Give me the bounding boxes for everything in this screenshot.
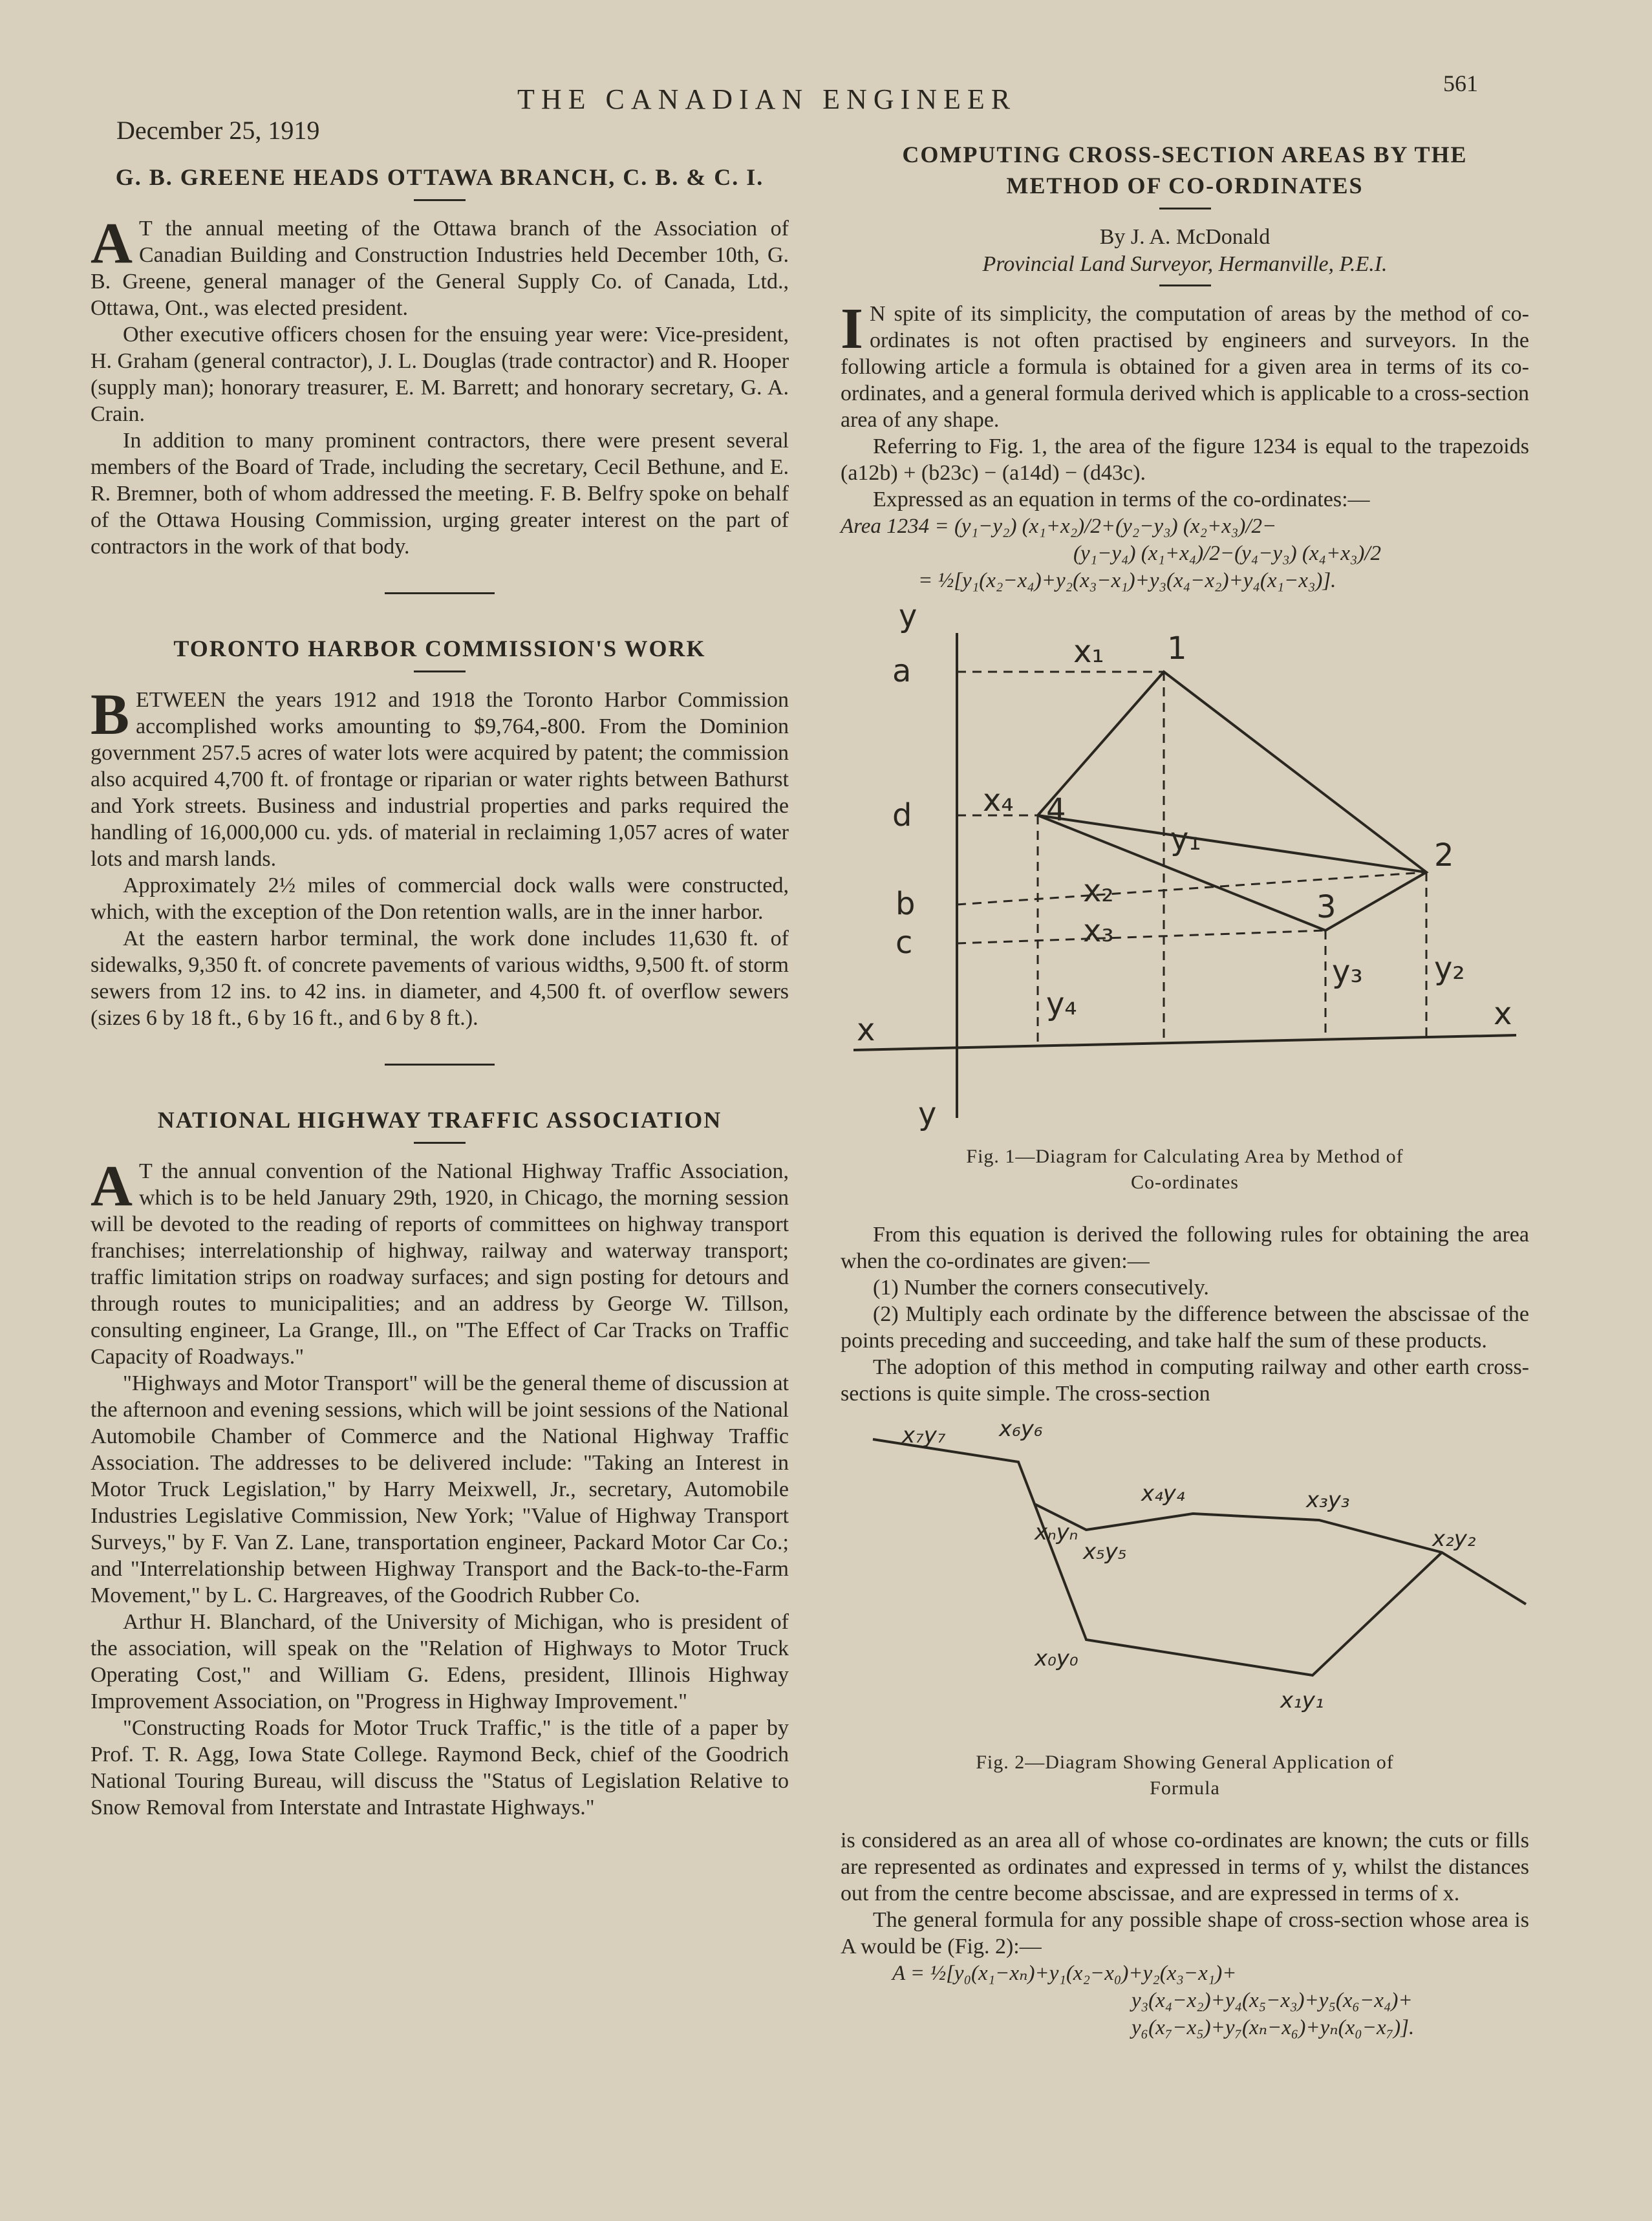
article-cross-section <box>841 139 1529 2041</box>
x-axis-line <box>853 1035 1516 1050</box>
drop-cap: A <box>91 211 133 275</box>
article-paragraph: The general formula for any possible shape of cross-section whose area is A would be (Fig. 2):— <box>841 1908 1529 1958</box>
label-y2: y₂ <box>1434 950 1465 987</box>
author-affiliation: Provincial Land Surveyor, Hermanville, P.E.I. <box>982 252 1388 276</box>
article-paragraph: A T the annual meeting of the Ottawa branch of the Association of Canadian Building and Construction Industries held December 10th, G. B. Greene, general manager of the General Supply Co. of Canada, Ltd., Ottawa, Ont., was elected president. <box>91 211 789 320</box>
ground-surface-line <box>873 1439 1526 1604</box>
drop-cap: B <box>91 683 130 747</box>
article-paragraph: Expressed as an equation in terms of the co-ordinates:— <box>873 488 1370 511</box>
article-paragraph: At the eastern harbor terminal, the work done includes 11,630 ft. of sidewalks, 9,350 ft. of concrete pavements of various widths, 9,500 ft. of storm sewers from 12 ins. to 42 ins. in diameter, and 4,500 ft. of overflow sewers (sizes 6 by 18 ft., 6 by 16 ft., and 6 by 8 ft.). <box>91 927 789 1030</box>
label-y3: y₃ <box>1332 954 1363 990</box>
left-column <box>91 162 789 1821</box>
article-paragraph: A T the annual convention of the National Highway Traffic Association, which is to be held January 29th, 1920, in Chicago, the morning session will be devoted to the reading of reports of committees on highway transport franchises; interrelationship of highway, railway and waterway transport; traffic limitation strips on roadway surfaces; and sign posting for detours and through routes to municipalities; and an address by George W. Tillson, consulting engineer, La Grange, Ill., on "The Effect of Car Tracks on Traffic Capacity of Roadways." <box>91 1154 789 1369</box>
issue-date: December 25, 1919 <box>116 116 320 145</box>
label-xnyn: xₙyₙ <box>1035 1519 1078 1545</box>
byline-rule <box>1159 284 1211 286</box>
label-y-bottom: y <box>918 1096 937 1132</box>
article-paragraph: "Constructing Roads for Motor Truck Traffic," is the title of a paper by Prof. T. R. Agg, Iowa State College. Raymond Beck, chief of the Goodrich National Touring Bureau, will discuss the "Status of Legislation Relative to Snow Removal from Interstate and Intrastate Highways." <box>91 1716 789 1819</box>
label-x6y6: x₆y₆ <box>999 1416 1043 1442</box>
label-x3: x₃ <box>1083 913 1114 949</box>
title-rule <box>414 1142 466 1144</box>
rule-item: (2) Multiply each ordinate by the difference between the abscissae of the points preceding and succeeding, and take half the sum of these products. <box>841 1302 1529 1353</box>
article-paragraph: Referring to Fig. 1, the area of the figure 1234 is equal to the trapezoids (a12b) + (b23c) − (a14d) − (d43c). <box>841 435 1529 485</box>
title-rule <box>414 199 466 201</box>
label-x1: x₁ <box>1073 634 1104 670</box>
title-rule <box>1159 208 1211 209</box>
article-paragraph: Other executive officers chosen for the ensuing year were: Vice-president, H. Graham (general contractor), J. L. Douglas (trade contractor) and R. Hooper (supply man); honorary treasurer, E. M. Barrett; and honorary secretary, G. A. Crain. <box>91 323 789 426</box>
article-paragraph: From this equation is derived the following rules for obtaining the area when the co-ordinates are given:— <box>841 1223 1529 1273</box>
label-x5y5: x₅y₅ <box>1083 1539 1127 1565</box>
article-paragraph: I N spite of its simplicity, the computation of areas by the method of co-ordinates is not often practised by engineers and surveyors. In the following article a formula is obtained for a given area in terms of its co-ordinates, and a general formula derived which is applicable to a cross-section area of any shape. <box>841 297 1529 432</box>
section-separator <box>385 1064 495 1066</box>
label-point-2: 2 <box>1434 837 1454 874</box>
label-point-1: 1 <box>1167 630 1187 667</box>
label-point-3: 3 <box>1316 889 1336 925</box>
article-greene <box>91 162 789 560</box>
label-x1y1: x₁y₁ <box>1280 1688 1324 1713</box>
section-separator <box>385 592 495 594</box>
article-paragraph: is considered as an area all of whose co-ordinates are known; the cuts or fills are represented as ordinates and expressed in terms of y, whilst the distances out from the centre become abscissae, and are expressed in terms of x. <box>841 1829 1529 1905</box>
label-c: c <box>896 925 913 961</box>
label-x7y7: x₇y₇ <box>902 1422 946 1448</box>
title-rule <box>414 671 466 672</box>
figure-1-caption: Fig. 1—Diagram for Calculating Area by Method of Co-ordinates <box>966 1146 1404 1193</box>
byline: By J. A. McDonald <box>1099 225 1271 249</box>
article-title: TORONTO HARBOR COMMISSION'S WORK <box>173 636 706 661</box>
equation-line: y₃(x₄−x₂)+y₄(x₅−x₃)+y₅(x₆−x₄)+ <box>1132 1989 1413 2012</box>
right-column <box>841 139 1529 2041</box>
label-y1: y₁ <box>1170 821 1201 857</box>
label-b: b <box>896 886 916 922</box>
journal-title: THE CANADIAN ENGINEER <box>517 83 1017 115</box>
article-title: NATIONAL HIGHWAY TRAFFIC ASSOCIATION <box>157 1107 722 1133</box>
label-x4: x₄ <box>983 782 1014 819</box>
page-number: 561 <box>1443 70 1478 96</box>
article-toronto-harbor <box>91 633 789 1031</box>
equation-line: (y₁−y₄) (x₁+x₄)/2−(y₄−y₃) (x₄+x₃)/2 <box>1073 542 1382 565</box>
label-x2: x₂ <box>1083 873 1114 909</box>
article-paragraph: In addition to many prominent contractors, there were present several members of the Board of Trade, including the secretary, Cecil Bethune, and E. R. Bremner, both of whom addressed the meeting. F. B. Belfry spoke on behalf of the Ottawa Housing Commission, urging greater interest on the part of contractors in the work of that body. <box>91 429 789 559</box>
figure-2-cross-section-diagram <box>841 1407 1529 1743</box>
label-a: a <box>892 653 912 689</box>
drop-cap: A <box>91 1154 133 1218</box>
label-x3y3: x₃y₃ <box>1306 1487 1350 1513</box>
article-paragraph: Arthur H. Blanchard, of the University of Michigan, who is president of the association, will speak on the "Relation of Highways to Motor Truck Operating Cost," and William G. Edens, president, Illinois Highway Improvement Association, on "Progress in Highway Improvement." <box>91 1610 789 1713</box>
article-paragraph: Approximately 2½ miles of commercial dock walls were constructed, which, with the exception of the Don retention walls, are in the inner harbor. <box>91 874 789 924</box>
article-highway-traffic <box>91 1104 789 1821</box>
dashed-line-c <box>957 930 1325 943</box>
equation-line: y₆(x₇−x₅)+y₇(xₙ−x₆)+yₙ(x₀−x₇)]. <box>1132 2016 1415 2039</box>
article-paragraph: The adoption of this method in computing railway and other earth cross-sections is quite simple. The cross-section <box>841 1355 1529 1406</box>
area-1234-inner-boundary <box>1038 815 1426 872</box>
figure-2-caption: Fig. 2—Diagram Showing General Application of Formula <box>976 1752 1394 1799</box>
equation-line: = ½[y₁(x₂−x₄)+y₂(x₃−x₁)+y₃(x₄−x₂)+y₄(x₁−x₃)]. <box>918 569 1336 592</box>
article-title-line1: COMPUTING CROSS-SECTION AREAS BY THE <box>902 142 1468 167</box>
label-x-left: x <box>857 1012 875 1048</box>
label-x2y2: x₂y₂ <box>1432 1526 1476 1552</box>
article-title: G. B. GREENE HEADS OTTAWA BRANCH, C. B. & C. I. <box>115 164 764 190</box>
label-d: d <box>892 797 912 833</box>
label-y-top: y <box>899 598 917 634</box>
equation-line: Area 1234 = (y₁−y₂) (x₁+x₂)/2+(y₂−y₃) (x₂+x₃)/2− <box>841 515 1277 538</box>
article-paragraph: BETWEEN the years 1912 and 1918 the Toronto Harbor Commission accomplished works amounting to $9,764,-800. From the Dominion government 257.5 acres of water lots were acquired by patent; the commission also acquired 4,700 ft. of frontage or riparian or water rights between Bathurst and York streets. Business and industrial properties and parks required the handling of 16,000,000 cu. yds. of material in reclaiming 1,057 acres of water lots and marsh lands. <box>91 683 789 871</box>
drop-cap: I <box>841 297 864 361</box>
rule-item: (1) Number the corners consecutively. <box>873 1276 1209 1300</box>
figure-1-coordinate-diagram <box>841 594 1529 1137</box>
equation-line: A = ½[y₀(x₁−xₙ)+y₁(x₂−x₀)+y₂(x₃−x₁)+ <box>892 1962 1237 1985</box>
label-point-4: 4 <box>1046 792 1066 828</box>
label-x-right: x <box>1494 996 1512 1032</box>
label-y4: y₄ <box>1046 986 1077 1022</box>
label-x4y4: x₄y₄ <box>1141 1481 1185 1507</box>
article-paragraph: "Highways and Motor Transport" will be the general theme of discussion at the afternoon and evening sessions, which will be joint sessions of the National Automobile Chamber of Commerce and the National Highway Traffic Association. The addresses to be delivered include: "Taking an Interest in Motor Truck Legislation," by Harry Meixwell, Jr., secretary, Automobile Industries Legislative Commission, New York; "Value of Highway Transport Surveys," by F. Van Z. Lane, transportation engineer, Packard Motor Car Co.; and "Interrelationship between Highway Transport and the Back-to-the-Farm Movement," by L. C. Hargreaves, of the Goodrich Rubber Co. <box>91 1371 789 1607</box>
article-title-line2: METHOD OF CO-ORDINATES <box>1006 173 1364 198</box>
label-x0y0: x₀y₀ <box>1035 1646 1078 1671</box>
